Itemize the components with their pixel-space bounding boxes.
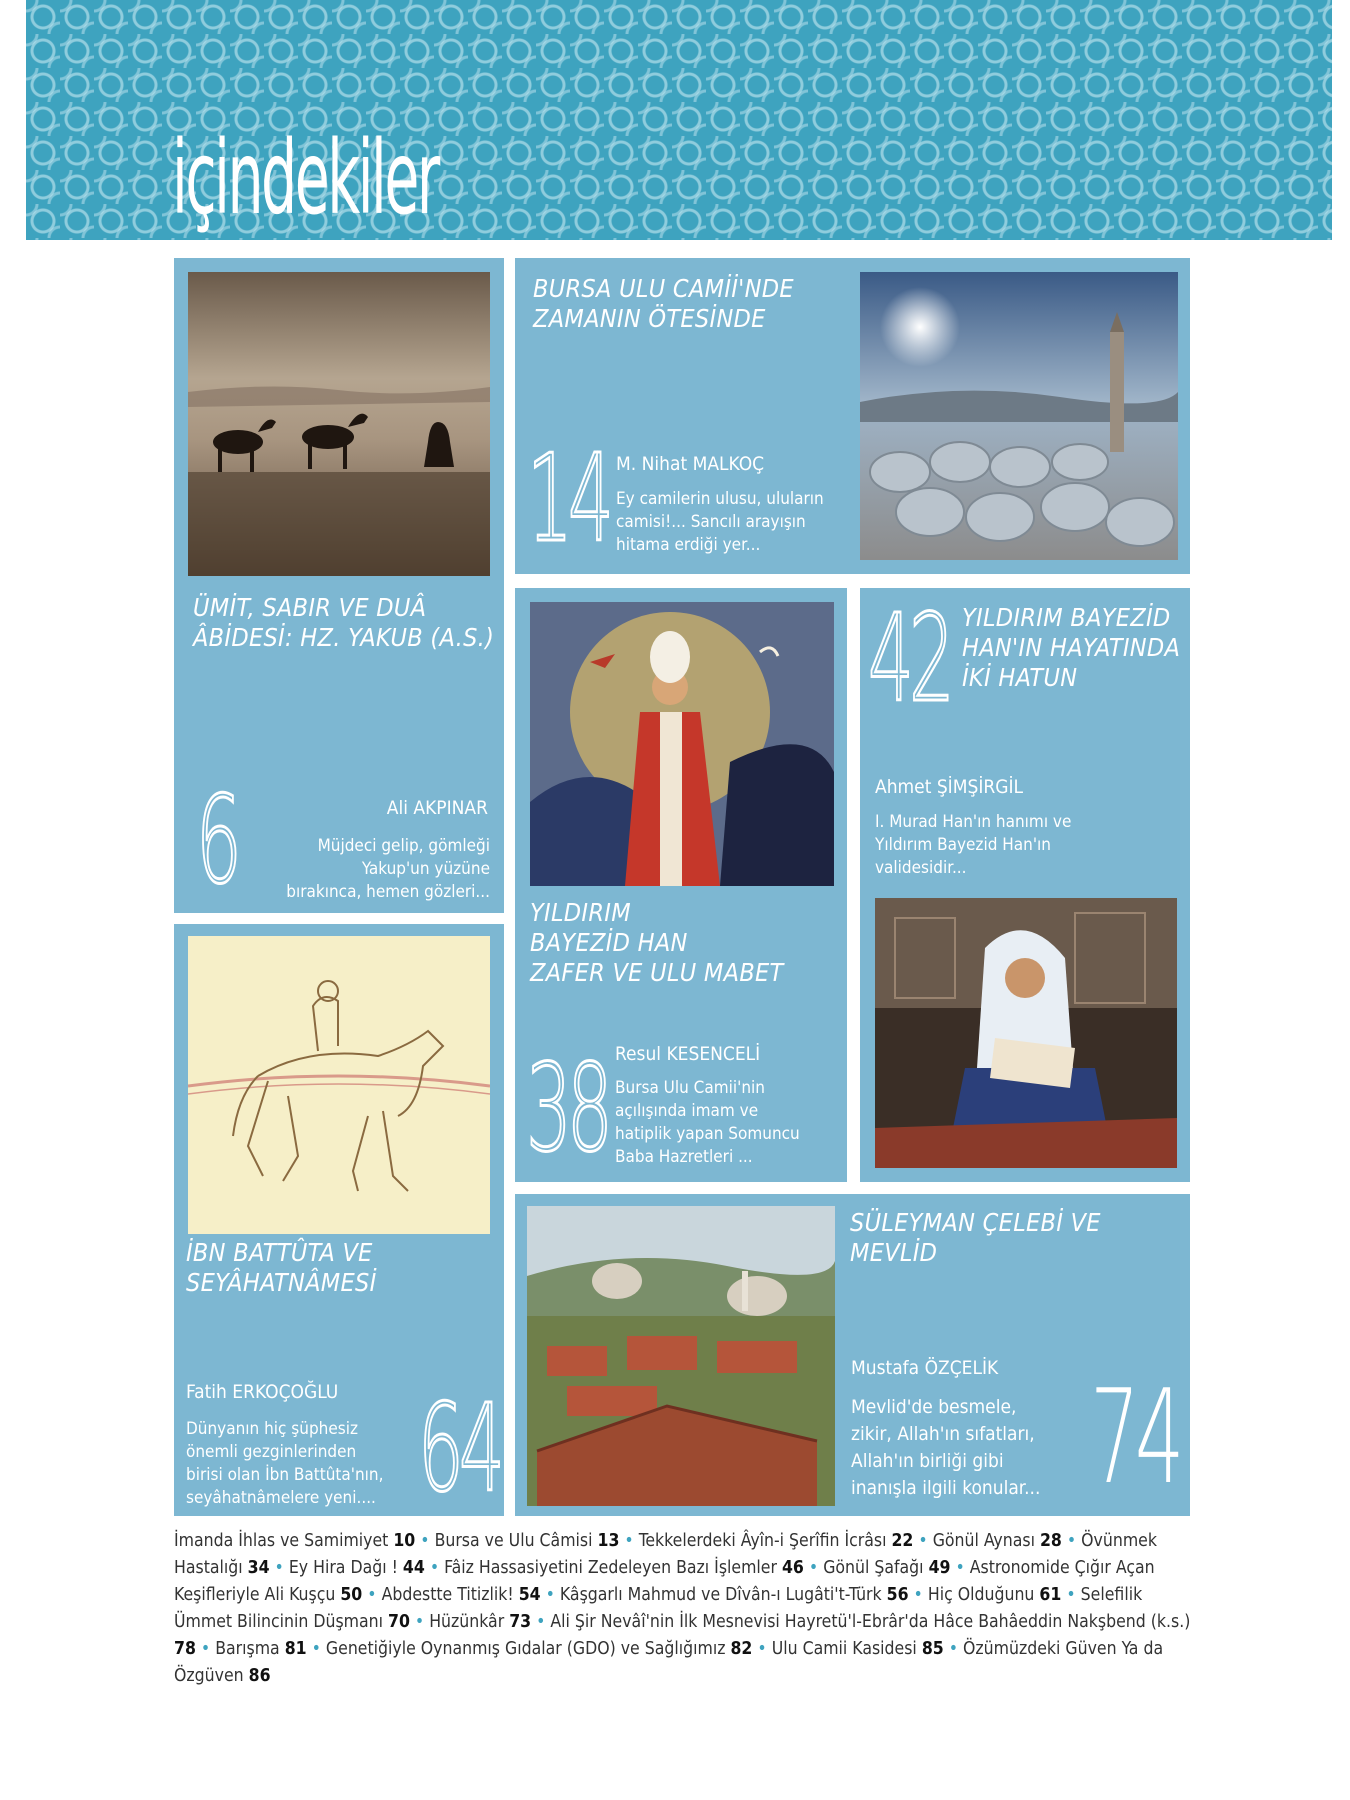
- article-author-hatun: Ahmet ŞİMŞİRGİL: [875, 776, 1024, 798]
- horse-rider-drawing: [188, 936, 490, 1234]
- toc-item-label: Bursa ve Ulu Câmisi: [434, 1531, 598, 1551]
- toc-item-label: Özümüzdeki Güven Ya da Özgüven: [174, 1639, 1164, 1686]
- page-number-yakub: 6: [196, 772, 238, 911]
- bullet-separator: •: [619, 1531, 639, 1551]
- toc-item-page: 28: [1039, 1531, 1062, 1551]
- article-author-yakub: Ali AKPINAR: [386, 797, 488, 819]
- toc-item-label: Kâşgarlı Mahmud ve Dîvân-ı Lugâti't-Türk: [559, 1585, 887, 1605]
- toc-item[interactable]: [928, 1585, 1061, 1605]
- bursa-town-painting: [527, 1206, 835, 1506]
- article-desc-ulucami: Ey camilerin ulusu, uluların camisi!... Sancılı arayışın hitama erdiği yer...: [616, 489, 824, 555]
- bullet-separator: •: [803, 1558, 824, 1578]
- page-number-bayezid: 38: [526, 1040, 609, 1179]
- toc-item-page: 70: [387, 1612, 410, 1632]
- article-desc-yakub: Müjdeci gelip, gömleği Yakup'un yüzüne bırakınca, hemen gözleri...: [286, 836, 490, 902]
- bullet-separator: •: [1061, 1585, 1081, 1605]
- article-author-ulucami: M. Nihat MALKOÇ: [616, 453, 765, 475]
- article-title-mevlid: SÜLEYMAN ÇELEBİ VE MEVLİD: [850, 1208, 1101, 1267]
- toc-item-page: 61: [1039, 1585, 1062, 1605]
- toc-item-label: Selefilik Ümmet Bilincinin Düşmanı: [174, 1585, 1143, 1632]
- page-number-hatun: 42: [868, 590, 951, 729]
- toc-item[interactable]: [429, 1612, 531, 1632]
- toc-item-page: 34: [247, 1558, 270, 1578]
- page-title: içindekiler: [172, 119, 438, 238]
- toc-item[interactable]: [639, 1531, 914, 1551]
- toc-item-page: 49: [928, 1558, 951, 1578]
- toc-item-page: 86: [248, 1666, 271, 1686]
- toc-item-label: Barışma: [215, 1639, 285, 1659]
- toc-item-label: Fâiz Hassasiyetini Zedeleyen Bazı İşlemler: [444, 1558, 782, 1578]
- bullet-separator: •: [415, 1531, 435, 1551]
- sultan-painting: [530, 602, 834, 886]
- toc-item-label: Övünmek Hastalığı: [174, 1531, 1157, 1578]
- bullet-separator: •: [943, 1639, 964, 1659]
- article-author-battuta: Fatih ERKOÇOĞLU: [186, 1381, 339, 1403]
- toc-item[interactable]: [215, 1639, 306, 1659]
- bullet-separator: •: [531, 1612, 551, 1632]
- toc-item-page: 50: [340, 1585, 363, 1605]
- page-number-ulucami: 14: [527, 430, 610, 569]
- toc-item-page: 44: [402, 1558, 425, 1578]
- bullet-separator: •: [409, 1612, 430, 1632]
- bullet-separator: •: [752, 1639, 772, 1659]
- toc-item-label: Abdestte Titizlik!: [381, 1585, 519, 1605]
- bullet-separator: •: [195, 1639, 216, 1659]
- toc-item[interactable]: [823, 1558, 950, 1578]
- camel-caravan-photo: [188, 272, 490, 576]
- toc-item-page: 81: [284, 1639, 307, 1659]
- toc-item-page: 82: [730, 1639, 753, 1659]
- toc-item[interactable]: [435, 1531, 620, 1551]
- toc-item-page: 56: [886, 1585, 909, 1605]
- toc-item-label: Ulu Camii Kasidesi: [771, 1639, 922, 1659]
- article-desc-hatun: I. Murad Han'ın hanımı ve Yıldırım Bayezid Han'ın validesidir...: [875, 812, 1072, 878]
- article-author-bayezid: Resul KESENCELİ: [615, 1043, 761, 1065]
- toc-item[interactable]: [933, 1531, 1062, 1551]
- bullet-separator: •: [950, 1558, 970, 1578]
- toc-item-label: İmanda İhlas ve Samimiyet: [174, 1531, 394, 1551]
- toc-list: [174, 1528, 1194, 1690]
- bullet-separator: •: [306, 1639, 326, 1659]
- toc-item-page: 46: [781, 1558, 804, 1578]
- toc-item[interactable]: [772, 1639, 944, 1659]
- toc-item-page: 85: [921, 1639, 944, 1659]
- toc-item-label: Gönül Aynası: [932, 1531, 1040, 1551]
- article-author-mevlid: Mustafa ÖZÇELİK: [851, 1357, 999, 1379]
- mosque-domes-photo: [860, 272, 1178, 560]
- toc-item-label: Ali Şir Nevâî'nin İlk Mesnevisi Hayretü'l-Ebrâr'da Hâce Bahâeddin Nakşbend (k.s.): [550, 1612, 1191, 1632]
- article-title-hatun: YILDIRIM BAYEZİD HAN'IN HAYATINDA İKİ HATUN: [962, 603, 1181, 692]
- bullet-separator: •: [913, 1531, 933, 1551]
- woman-reading-painting: [875, 898, 1177, 1168]
- toc-item-page: 13: [597, 1531, 620, 1551]
- article-desc-mevlid: Mevlid'de besmele, zikir, Allah'ın sıfatları, Allah'ın birliği gibi inanışla ilgili konular...: [851, 1396, 1041, 1499]
- toc-item[interactable]: [560, 1585, 909, 1605]
- toc-item-page: 78: [174, 1639, 196, 1659]
- article-title-yakub: ÜMİT, SABIR VE DUÂ ÂBİDESİ: HZ. YAKUB (A.S.): [193, 593, 495, 652]
- toc-item[interactable]: [326, 1639, 752, 1659]
- toc-item-page: 10: [393, 1531, 416, 1551]
- bullet-separator: •: [908, 1585, 928, 1605]
- toc-item-label: Genetiğiyle Oynanmış Gıdalar (GDO) ve Sağlığımız: [325, 1639, 731, 1659]
- bullet-separator: •: [540, 1585, 560, 1605]
- toc-item[interactable]: [382, 1585, 541, 1605]
- toc-item-label: Hüzünkâr: [429, 1612, 510, 1632]
- page-number-mevlid: 74: [1090, 1361, 1180, 1513]
- page-number-battuta: 64: [418, 1380, 501, 1519]
- toc-item[interactable]: [174, 1531, 415, 1551]
- bullet-separator: •: [1061, 1531, 1082, 1551]
- article-title-ulucami: BURSA ULU CAMİİ'NDE ZAMANIN ÖTESİNDE: [533, 274, 794, 333]
- toc-item-page: 54: [518, 1585, 541, 1605]
- article-desc-bayezid: Bursa Ulu Camii'nin açılışında imam ve hatiplik yapan Somuncu Baba Hazretleri ...: [615, 1078, 800, 1167]
- toc-item-label: Gönül Şafağı: [823, 1558, 929, 1578]
- toc-item-page: 73: [509, 1612, 532, 1632]
- toc-item[interactable]: [444, 1558, 804, 1578]
- toc-item-label: Tekkelerdeki Âyîn-i Şerîfin İcrâsı: [638, 1531, 892, 1551]
- bullet-separator: •: [424, 1558, 445, 1578]
- article-title-bayezid: YILDIRIM BAYEZİD HAN ZAFER VE ULU MABET: [530, 898, 784, 987]
- toc-item-page: 22: [891, 1531, 914, 1551]
- toc-item-label: Hiç Olduğunu: [927, 1585, 1040, 1605]
- toc-item-label: Astronomide Çığır Açan Keşifleriyle Ali Kuşçu: [174, 1558, 1155, 1605]
- toc-item-label: Ey Hira Dağı !: [288, 1558, 403, 1578]
- article-desc-battuta: Dünyanın hiç şüphesiz önemli gezginlerinden birisi olan İbn Battûta'nın, seyâhatnâmelere yeni....: [186, 1419, 384, 1508]
- toc-item[interactable]: [289, 1558, 425, 1578]
- bullet-separator: •: [269, 1558, 289, 1578]
- bullet-separator: •: [362, 1585, 382, 1605]
- article-title-battuta: İBN BATTÛTA VE SEYÂHATNÂMESİ: [186, 1238, 377, 1297]
